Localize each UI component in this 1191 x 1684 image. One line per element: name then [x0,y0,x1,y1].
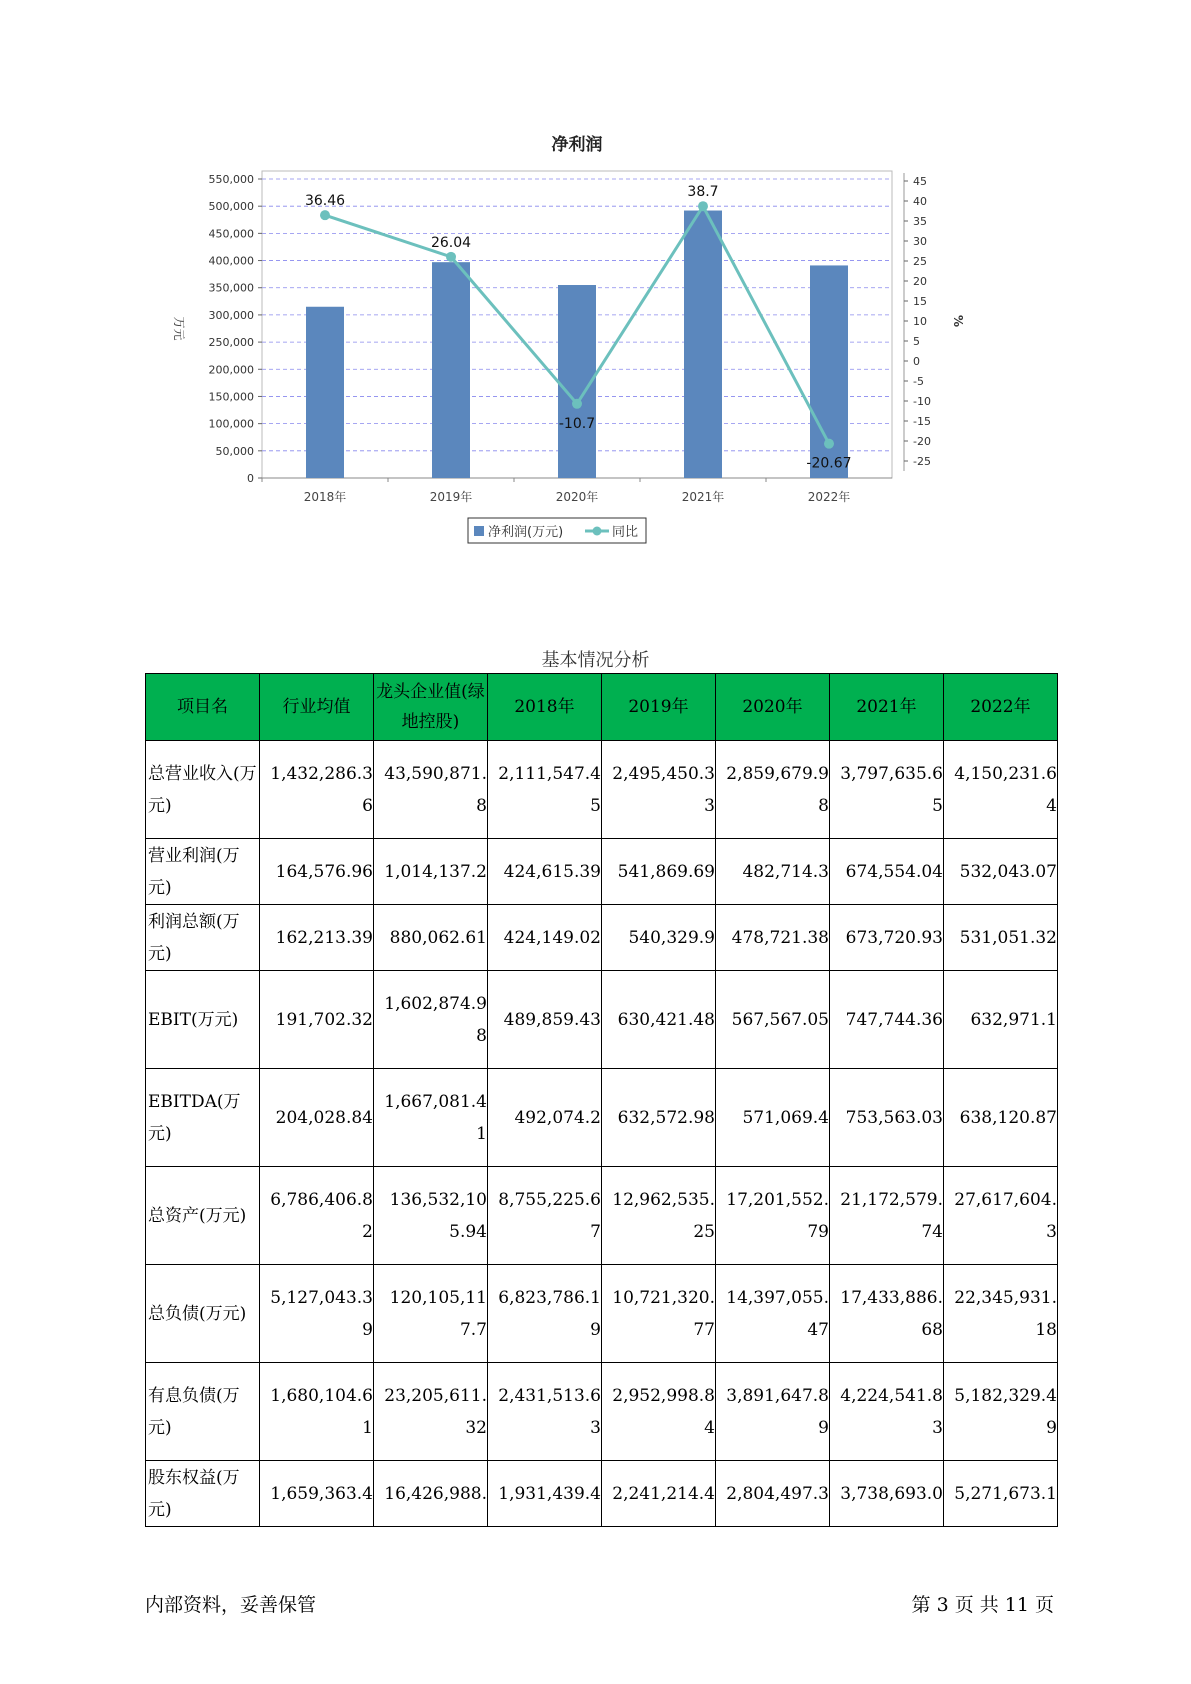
header-cell: 2019年 [602,674,716,741]
table-cell: 2,804,497.3 [716,1461,830,1527]
header-cell: 2020年 [716,674,830,741]
y-tick-label: 350,000 [208,281,254,295]
table-row [146,839,1058,905]
table-cell: 1,680,104.61 [260,1363,374,1461]
y2-tick-label: 40 [913,195,927,208]
table-cell: 1,931,439.4 [488,1461,602,1527]
y2-tick-label: -25 [913,455,931,468]
table-cell: 4,224,541.83 [830,1363,944,1461]
table-cell: 43,590,871.8 [374,741,488,839]
table-title: 基本情况分析 [541,650,650,671]
row-label: 股东权益(万元) [146,1461,260,1527]
table-cell: 478,721.38 [716,905,830,971]
table-cell: 23,205,611.32 [374,1363,488,1461]
table-cell: 674,554.04 [830,839,944,905]
table-row [146,741,1058,839]
table-cell: 753,563.03 [830,1069,944,1167]
page-number: 第 3 页 共 11 页 [911,1594,1054,1616]
table-cell: 531,051.32 [944,905,1058,971]
table-cell: 540,329.9 [602,905,716,971]
table-cell: 2,431,513.63 [488,1363,602,1461]
table-cell: 120,105,117.7 [374,1265,488,1363]
yoy-point [320,210,330,220]
table-cell: 16,426,988. [374,1461,488,1527]
y-tick-label: 400,000 [208,254,254,268]
table-cell: 2,952,998.84 [602,1363,716,1461]
table-cell: 424,615.39 [488,839,602,905]
table-cell: 747,744.36 [830,971,944,1069]
table-cell: 632,971.1 [944,971,1058,1069]
table-cell: 12,962,535.25 [602,1167,716,1265]
table-cell: 6,786,406.82 [260,1167,374,1265]
y2-tick-label: -20 [913,435,931,448]
x-tick-label: 2019年 [429,490,473,504]
y2-tick-label: 0 [913,355,920,368]
table-cell: 567,567.05 [716,971,830,1069]
y2-tick-label: -15 [913,415,931,428]
y2-tick-label: 10 [913,315,927,328]
table-cell: 17,201,552.79 [716,1167,830,1265]
table-cell: 14,397,055.47 [716,1265,830,1363]
table-cell: 632,572.98 [602,1069,716,1167]
table-cell: 4,150,231.64 [944,741,1058,839]
header-cell: 2018年 [488,674,602,741]
y-tick-label: 500,000 [208,200,254,214]
table-cell: 204,028.84 [260,1069,374,1167]
row-label: 利润总额(万元) [146,905,260,971]
table-header-row [146,674,1058,741]
bar-net-profit [306,307,344,478]
legend-bar-swatch [474,526,484,536]
table-cell: 162,213.39 [260,905,374,971]
yoy-point [824,439,834,449]
table-cell: 5,127,043.39 [260,1265,374,1363]
row-label: 有息负债(万元) [146,1363,260,1461]
net-profit-chart [150,130,1000,600]
row-label: EBITDA(万元) [146,1069,260,1167]
row-label: 总资产(万元) [146,1167,260,1265]
table-cell: 532,043.07 [944,839,1058,905]
x-tick-label: 2018年 [303,490,347,504]
legend-line-marker [593,527,602,536]
table-cell: 3,738,693.0 [830,1461,944,1527]
x-tick-label: 2022年 [807,490,851,504]
table-cell: 489,859.43 [488,971,602,1069]
table-cell: 1,602,874.98 [374,971,488,1069]
yoy-data-label: 38.7 [687,184,719,201]
y2-tick-label: 5 [913,335,920,348]
table-cell: 1,014,137.2 [374,839,488,905]
table-row [146,905,1058,971]
table-row [146,1167,1058,1265]
table-cell: 164,576.96 [260,839,374,905]
row-label: 营业利润(万元) [146,839,260,905]
y2-tick-label: -5 [913,375,924,388]
legend-bar-label: 净利润(万元) [488,525,564,540]
row-label: 总营业收入(万元) [146,741,260,839]
table-cell: 2,241,214.4 [602,1461,716,1527]
table-cell: 1,432,286.36 [260,741,374,839]
y2-tick-label: 20 [913,275,927,288]
row-label: 总负债(万元) [146,1265,260,1363]
yoy-data-label: -20.67 [806,455,852,472]
table-cell: 492,074.2 [488,1069,602,1167]
table-cell: 1,659,363.4 [260,1461,374,1527]
yoy-point [446,252,456,262]
y-tick-label: 0 [247,472,254,485]
y-tick-label: 100,000 [208,417,254,431]
header-cell: 龙头企业值(绿地控股) [374,674,488,741]
table-cell: 191,702.32 [260,971,374,1069]
y-tick-label: 250,000 [208,336,254,350]
table-cell: 17,433,886.68 [830,1265,944,1363]
header-cell: 2022年 [944,674,1058,741]
bar-net-profit [432,262,470,478]
table-cell: 630,421.48 [602,971,716,1069]
table-row [146,1461,1058,1527]
basic-analysis-table [145,673,1058,1527]
y2-tick-label: 25 [913,255,927,268]
y-tick-label: 50,000 [215,444,254,458]
y-axis-label: 万元 [172,316,186,341]
confidential-note: 内部资料，妥善保管 [145,1594,317,1616]
yoy-point [698,201,708,211]
x-tick-label: 2020年 [555,490,599,504]
table-cell: 10,721,320.77 [602,1265,716,1363]
row-label: EBIT(万元) [146,971,260,1069]
chart-title: 净利润 [551,135,603,155]
yoy-data-label: -10.7 [558,415,596,432]
table-cell: 2,859,679.98 [716,741,830,839]
table-cell: 22,345,931.18 [944,1265,1058,1363]
y2-tick-label: -10 [913,395,931,408]
table-cell: 27,617,604.3 [944,1167,1058,1265]
y-tick-label: 300,000 [208,308,254,322]
table-cell: 2,111,547.45 [488,741,602,839]
table-cell: 8,755,225.67 [488,1167,602,1265]
y2-tick-label: 15 [913,295,927,308]
table-cell: 1,667,081.41 [374,1069,488,1167]
table-cell: 21,172,579.74 [830,1167,944,1265]
table-cell: 638,120.87 [944,1069,1058,1167]
table-cell: 673,720.93 [830,905,944,971]
table-row [146,971,1058,1069]
table-cell: 482,714.3 [716,839,830,905]
chart-svg [150,130,1000,600]
table-row [146,1363,1058,1461]
x-tick-label: 2021年 [681,490,725,504]
header-cell: 2021年 [830,674,944,741]
table-cell: 3,891,647.89 [716,1363,830,1461]
y2-tick-label: 30 [913,235,927,248]
table-cell: 6,823,786.19 [488,1265,602,1363]
table-cell: 5,182,329.49 [944,1363,1058,1461]
table-cell: 424,149.02 [488,905,602,971]
legend-line-label: 同比 [612,525,639,540]
yoy-point [572,399,582,409]
table-cell: 2,495,450.33 [602,741,716,839]
table-cell: 136,532,105.94 [374,1167,488,1265]
y2-tick-label: 45 [913,175,927,188]
y-tick-label: 150,000 [208,390,254,404]
header-cell: 行业均值 [260,674,374,741]
y-tick-label: 450,000 [208,227,254,241]
yoy-data-label: 26.04 [430,234,472,251]
table-cell: 571,069.4 [716,1069,830,1167]
table-cell: 541,869.69 [602,839,716,905]
y2-tick-label: 35 [913,215,927,228]
y-tick-label: 550,000 [208,173,254,186]
table-row [146,1265,1058,1363]
bar-net-profit [684,211,722,478]
table-cell: 880,062.61 [374,905,488,971]
yoy-data-label: 36.46 [304,193,346,210]
table-cell: 3,797,635.65 [830,741,944,839]
header-cell: 项目名 [146,674,260,741]
table-cell: 5,271,673.1 [944,1461,1058,1527]
y-tick-label: 200,000 [208,363,254,377]
table-row [146,1069,1058,1167]
y2-axis-label: % [951,314,965,328]
